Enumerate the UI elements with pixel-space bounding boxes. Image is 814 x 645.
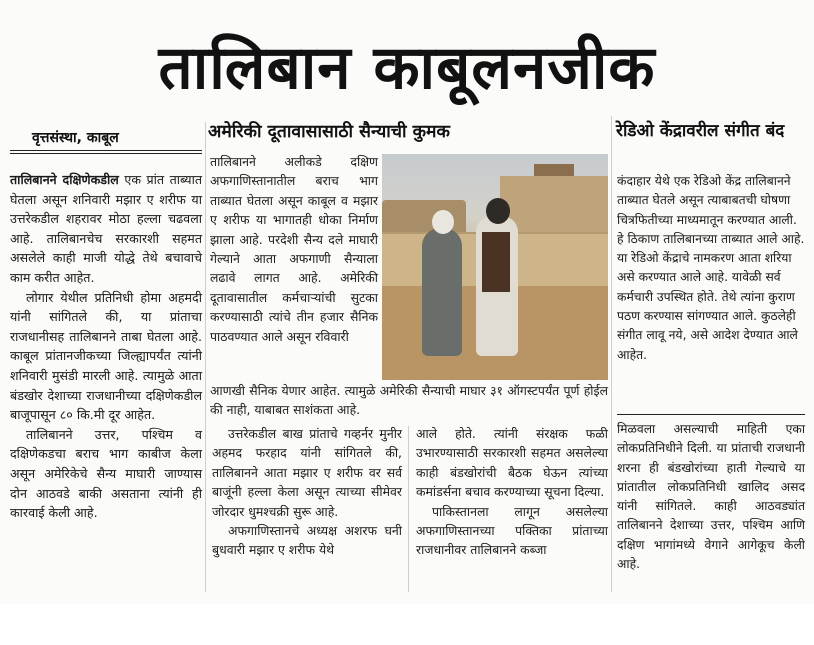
story-2-intro: तालिबानने अलीकडे दक्षिण अफगाणिस्तानातील बराच भाग ताब्यात घेतला असून काबूल व मझार ए शरीफ या भागातही धोका निर्माण झाला आहे. परदेशी सैन्य दले माघारी गेल्याने आता अफगाणी सैन्याला लढावे लागत आहे. अमेरिकी दूतावासातील कर्मचाऱ्यांची सुटका करण्यासाठी त्यांचे तीन हजार सैनिक पाठवण्यात आले असून रविवारी	[210, 154, 378, 344]
column-1	[10, 170, 202, 523]
column-3-continued: मिळवला असल्याची माहिती एका लोकप्रतिनिधीने दिली. या प्रांताची राजधानी शरना ही बंडखोरांच्या हाती गेल्याचे या प्रांतातील लोकप्रतिनिधी खालिद असद यांनी सांगितले. काही आठवड्यांत तालिबानने देशाच्या उत्तर, पश्चिम आणि दक्षिण भागांमध्ये वेगाने आगेकूच केली आहे.	[617, 422, 805, 572]
story-3-rule	[617, 414, 805, 415]
col1-paragraph-2: लोगार येथील प्रतिनिधी होमा अहमदी यांनी सांगितले की, या प्रांताचा राजधानीसह तालिबानने ताबा घेतला आहे. काबूल प्रांतानजीकच्या जिल्ह्यापर्यंत त्यांनी शनिवारी मुसंडी मारली आहे. त्यामुळे आता बंडखोर देशाच्या राजधानीच्या दक्षिणेकडील बाजूपासून ८० कि.मी दूर आहेत.	[10, 289, 202, 423]
photo-figure-left-head	[432, 210, 454, 234]
col2a-paragraph-1: उत्तरेकडील बाख प्रांताचे गव्हर्नर मुनीर अहमद फरहाद यांनी सांगितले की, तालिबानने आता मझार ए शरीफ वर सर्व बाजूंनी हल्ला केला असून त्याच्या सीमेवर जोरदार धुमश्चक्री सुरू आहे.	[212, 426, 402, 519]
photo-figure-right-head	[486, 198, 510, 224]
photo-figure-left	[422, 228, 462, 356]
lead-phrase: तालिबानने दक्षिणेकडील	[10, 172, 119, 187]
dateline-rule-2	[10, 153, 202, 154]
col2a-paragraph-2: अफगाणिस्तानचे अध्यक्ष अशरफ घनी बुधवारी मझार ए शरीफ येथे	[212, 523, 402, 558]
col2b-paragraph-2: पाकिस्तानला लागून असलेल्या अफगाणिस्तानच्या पक्तिका प्रांताच्या राजधानीवर तालिबानने कब्जा	[416, 503, 608, 558]
col1-paragraph-3: तालिबानने उत्तर, पश्चिम व दक्षिणेकडचा बराच भाग काबीज केला असून अमेरिकेचे सैन्य माघारी जाण्यास दोन आठवडे बाकी असताना त्यांनी ही कारवाई केली आहे.	[10, 426, 202, 521]
col1-paragraph-1-text: एक प्रांत ताब्यात घेतला असून शनिवारी मझार ए शरीफ या उत्तरेकडील शहरावर मोठा हल्ला चढवला आहे. तालिबानचेच सरकारशी सहमत असलेले काही माजी योद्धे तेथे बचावाचे काम करीत आहेत.	[10, 172, 203, 285]
headline: तालिबान काबूलनजीक	[158, 33, 656, 103]
dateline-rule	[10, 150, 202, 151]
story-2-wide-text: आणखी सैनिक येणार आहेत. त्यामुळे अमेरिकी सैन्याची माघार ३१ ऑगस्टपर्यंत पूर्ण होईल की नाही, याबाबत साशंकता आहे.	[210, 383, 608, 418]
column-divider-3	[611, 116, 612, 592]
photo-figure-right-vest	[482, 232, 510, 292]
story-3-text: कंदाहार येथे एक रेडिओ केंद्र तालिबानने ताब्यात घेतले असून त्याबाबतची घोषणा चित्रफितीच्या माध्यमातून करण्यात आली. हे ठिकाण तालिबानच्या ताब्यात आले आहे. या रेडिओ केंद्राचे नामकरण आता शरिया असे करण्यात आले आहे. यावेळी सर्व कर्मचारी उपस्थित होते. तेथे त्यांना कुराण पठण करण्यास सांगण्यात आले. कुठलेही संगीत लावू नये, असे आदेश देण्यात आले आहेत.	[617, 174, 805, 362]
epaper-footer	[0, 604, 814, 645]
col1-paragraph-1	[10, 170, 202, 288]
dateline: वृत्तसंस्था, काबूल	[32, 130, 119, 146]
column-divider-1	[205, 122, 206, 592]
col2b-paragraph-1: आले होते. त्यांनी संरक्षक फळी उभारण्यासाठी सरकारशी सहमत असलेल्या काही बंडखोरांची बैठक घेऊन त्यांच्या कमांडर्सना बचाव करण्याच्या सूचना दिल्या.	[416, 426, 608, 500]
column-divider-2	[408, 426, 409, 592]
column-2a	[212, 424, 402, 560]
story-2-subhead: अमेरिकी दूतावासासाठी सैन्याची कुमक	[208, 122, 450, 142]
column-2b	[416, 424, 608, 560]
news-photo	[382, 154, 608, 380]
story-3-subhead: रेडिओ केंद्रावरील संगीत बंद	[616, 121, 785, 141]
